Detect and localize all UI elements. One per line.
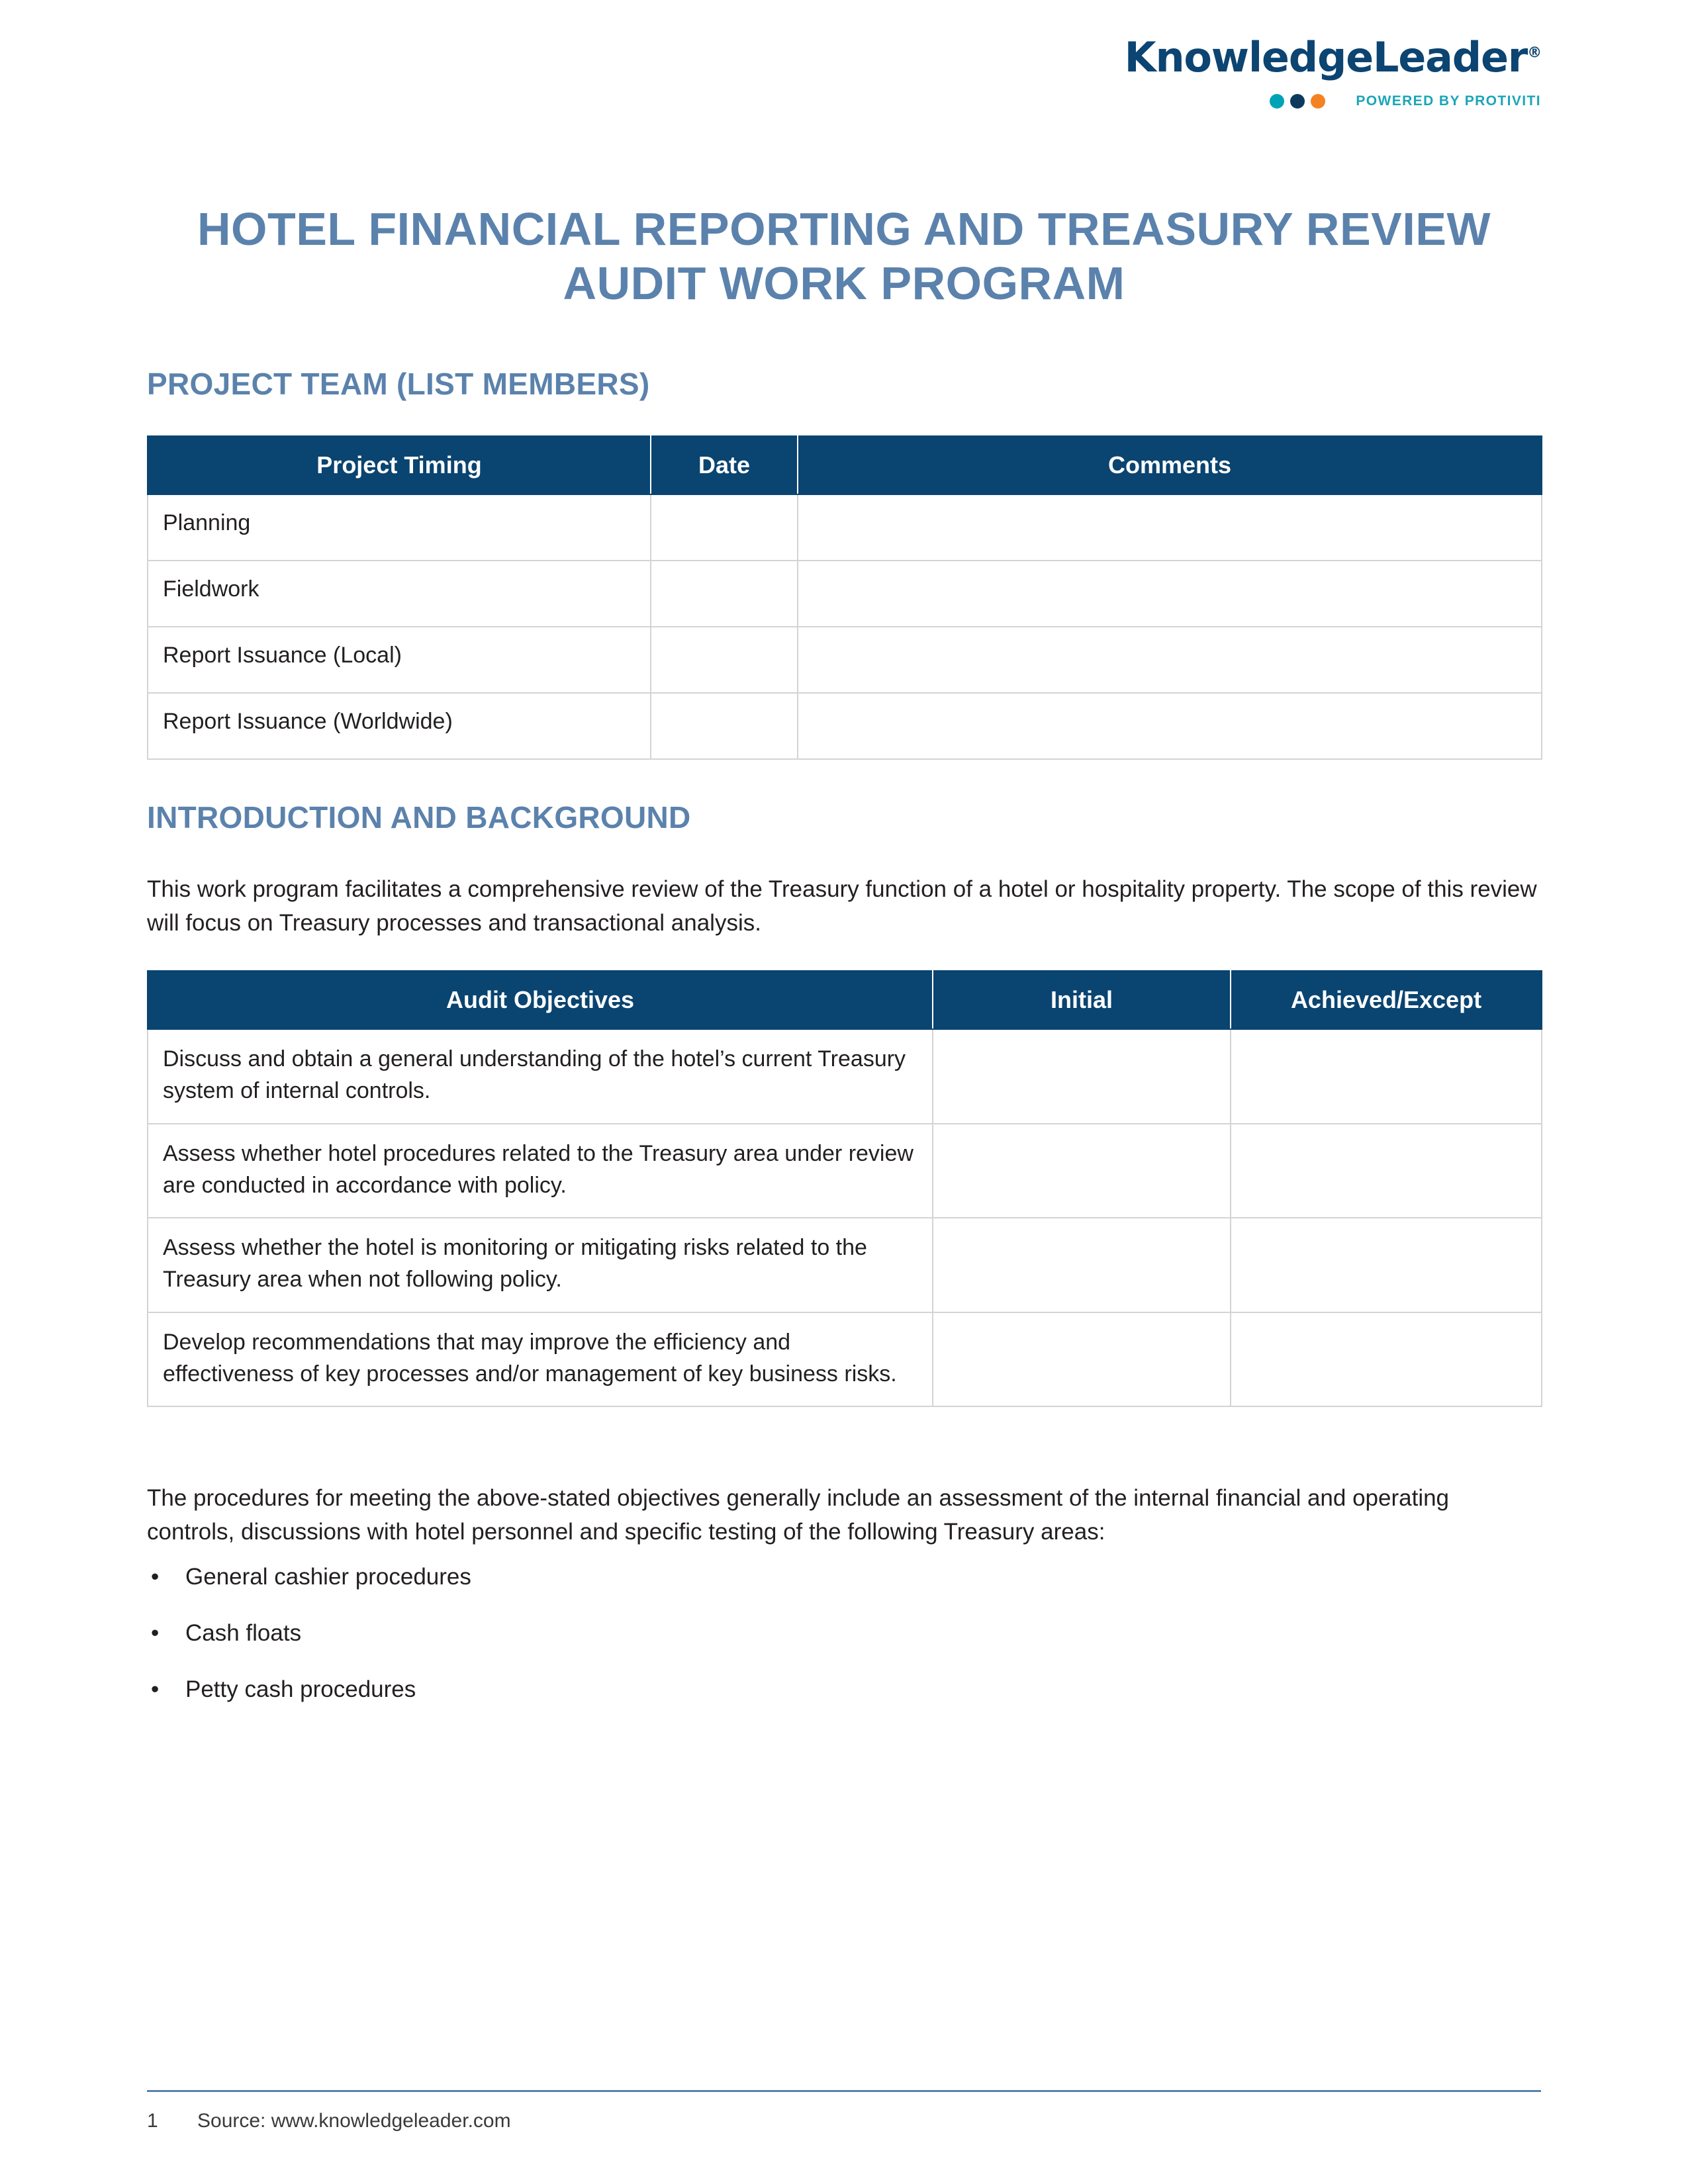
treasury-areas-list (147, 1561, 1541, 1729)
table-row (148, 627, 1542, 693)
list-item (147, 1617, 1541, 1649)
cell-objective: Develop recommendations that may improve the efficiency and effectiveness of key processes and/or management of key business risks. (148, 1312, 933, 1407)
cell-timing: Report Issuance (Worldwide) (148, 693, 651, 759)
cell-objective: Discuss and obtain a general understanding of the hotel’s current Treasury system of internal controls. (148, 1029, 933, 1124)
procedures-paragraph: The procedures for meeting the above-stated objectives generally include an assessment of the internal financial and operating controls, discussions with hotel personnel and specific testing of the following Treasury areas: (147, 1485, 1450, 1545)
cell-date[interactable] (651, 693, 798, 759)
page-title: HOTEL FINANCIAL REPORTING AND TREASURY REVIEW AUDIT WORK PROGRAM (197, 203, 1491, 310)
cell-achieved[interactable] (1231, 1124, 1542, 1218)
table-row (148, 1124, 1542, 1218)
table-row (148, 1218, 1542, 1312)
column-header-achieved-except: Achieved/Except (1231, 971, 1542, 1029)
cell-achieved[interactable] (1231, 1312, 1542, 1407)
cell-comments[interactable] (798, 627, 1542, 693)
table-row (148, 1312, 1542, 1407)
cell-initial[interactable] (933, 1029, 1231, 1124)
logo-wordmark (1124, 33, 1541, 81)
logo-dots-icon (1270, 94, 1325, 109)
cell-date[interactable] (651, 561, 798, 627)
table-header-row (148, 971, 1542, 1029)
cell-comments[interactable] (798, 494, 1542, 561)
footer-source: Source: www.knowledgeleader.com (197, 2110, 511, 2132)
project-timing-table (147, 435, 1542, 760)
table-header-row (148, 436, 1542, 494)
cell-achieved[interactable] (1231, 1029, 1542, 1124)
list-item-label: Petty cash procedures (185, 1676, 416, 1702)
section-heading-project-team: PROJECT TEAM (LIST MEMBERS) (147, 367, 650, 401)
cell-achieved[interactable] (1231, 1218, 1542, 1312)
cell-timing: Planning (148, 494, 651, 561)
registered-trademark-icon: ® (1527, 44, 1541, 62)
cell-objective: Assess whether the hotel is monitoring or mitigating risks related to the Treasury area when not following policy. (148, 1218, 933, 1312)
cell-initial[interactable] (933, 1312, 1231, 1407)
list-item-label: General cashier procedures (185, 1564, 471, 1590)
column-header-initial: Initial (933, 971, 1231, 1029)
cell-initial[interactable] (933, 1218, 1231, 1312)
footer-divider (147, 2090, 1541, 2092)
logo-dot-navy-icon (1290, 94, 1305, 109)
column-header-date: Date (651, 436, 798, 494)
knowledgeleader-logo (1124, 33, 1541, 110)
logo-subline (1125, 93, 1541, 110)
page-number: 1 (147, 2110, 158, 2132)
list-item (147, 1561, 1541, 1593)
column-header-project-timing: Project Timing (148, 436, 651, 494)
bullet-icon: • (151, 1564, 160, 1590)
table-row (148, 1029, 1542, 1124)
cell-timing: Report Issuance (Local) (148, 627, 651, 693)
table-row (148, 561, 1542, 627)
bullet-icon: • (151, 1676, 160, 1702)
audit-objectives-table (147, 970, 1542, 1407)
logo-wordmark-text: KnowledgeLeader (1124, 33, 1528, 81)
list-item (147, 1673, 1541, 1706)
logo-dot-teal-icon (1270, 94, 1284, 109)
column-header-audit-objectives: Audit Objectives (148, 971, 933, 1029)
cell-objective: Assess whether hotel procedures related to the Treasury area under review are conducted in accordance with policy. (148, 1124, 933, 1218)
cell-comments[interactable] (798, 561, 1542, 627)
cell-timing: Fieldwork (148, 561, 651, 627)
table-row (148, 693, 1542, 759)
table-row (148, 494, 1542, 561)
section-heading-introduction: INTRODUCTION AND BACKGROUND (147, 800, 691, 835)
introduction-paragraph: This work program facilitates a comprehensive review of the Treasury function of a hotel or hospitality property. The scope of this review will focus on Treasury processes and transactional analysis. (147, 876, 1537, 936)
logo-dot-orange-icon (1311, 94, 1325, 109)
column-header-comments: Comments (798, 436, 1542, 494)
footer (147, 2110, 1541, 2132)
list-item-label: Cash floats (185, 1620, 302, 1646)
cell-date[interactable] (651, 494, 798, 561)
bullet-icon: • (151, 1620, 160, 1646)
cell-comments[interactable] (798, 693, 1542, 759)
powered-by-label: POWERED BY PROTIVITI (1356, 93, 1541, 109)
cell-date[interactable] (651, 627, 798, 693)
cell-initial[interactable] (933, 1124, 1231, 1218)
